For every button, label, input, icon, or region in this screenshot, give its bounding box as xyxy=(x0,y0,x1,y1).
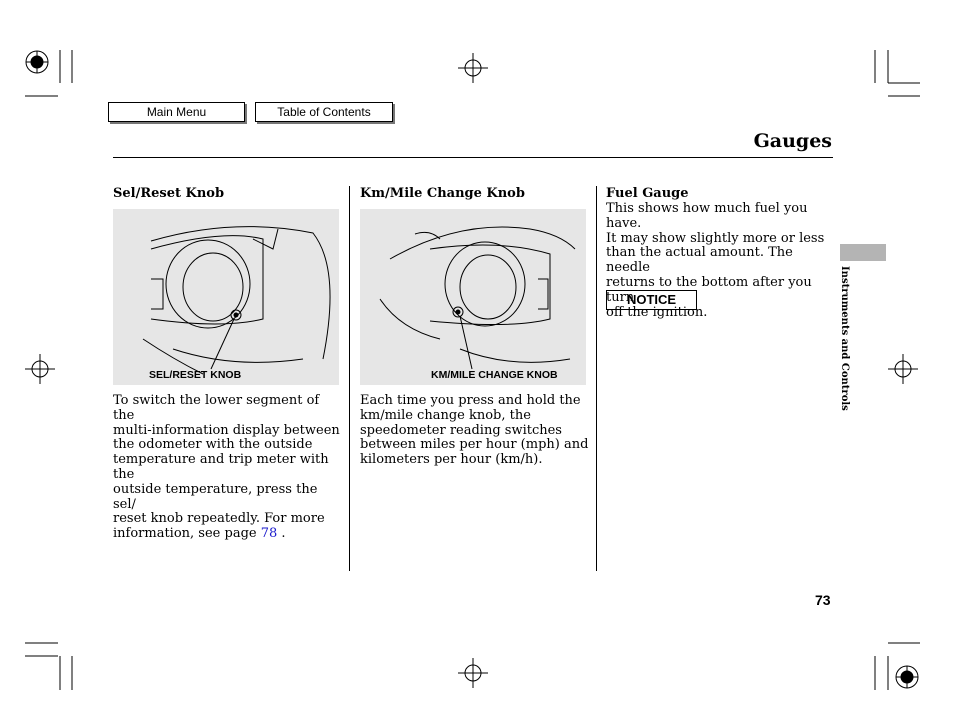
fuel-gauge-body: This shows how much fuel you have. It may show slightly more or less than the actual amount. The needle returns to the bottom after you turn off the ignition. xyxy=(606,201,825,320)
section-tab-label: Instruments and Controls xyxy=(839,266,850,411)
column-divider-2 xyxy=(596,186,597,571)
fuel-gauge-heading: Fuel Gauge xyxy=(606,186,689,201)
page-78-link[interactable]: 78 xyxy=(260,526,278,542)
title-rule xyxy=(113,157,833,158)
km-mile-heading: Km/Mile Change Knob xyxy=(360,186,525,201)
column-divider-1 xyxy=(349,186,350,571)
notice-button[interactable]: NOTICE xyxy=(606,290,697,310)
km-mile-body: Each time you press and hold the km/mile change knob, the speedometer reading switches between miles per hour (mph) and kilometers per hour (km/h). xyxy=(360,393,589,468)
table-of-contents-button[interactable]: Table of Contents xyxy=(255,102,393,122)
section-tab xyxy=(840,244,886,261)
km-mile-figure-label: KM/MILE CHANGE KNOB xyxy=(431,369,558,381)
sel-reset-body: To switch the lower segment of the multi-information display between the odometer with the outside temperature and trip meter with the outside temperature, press the sel/ reset knob repeatedly. For more information, see page 78 . xyxy=(113,393,340,542)
km-mile-figure xyxy=(360,209,586,385)
sel-reset-heading: Sel/Reset Knob xyxy=(113,186,225,201)
dashboard-illustration xyxy=(113,209,339,385)
sel-reset-figure-label: SEL/RESET KNOB xyxy=(149,369,242,381)
page-number: 73 xyxy=(815,592,831,608)
page-title: Gauges xyxy=(753,130,832,152)
main-menu-button[interactable]: Main Menu xyxy=(108,102,245,122)
sel-reset-figure xyxy=(113,209,339,385)
dashboard-illustration xyxy=(360,209,586,385)
